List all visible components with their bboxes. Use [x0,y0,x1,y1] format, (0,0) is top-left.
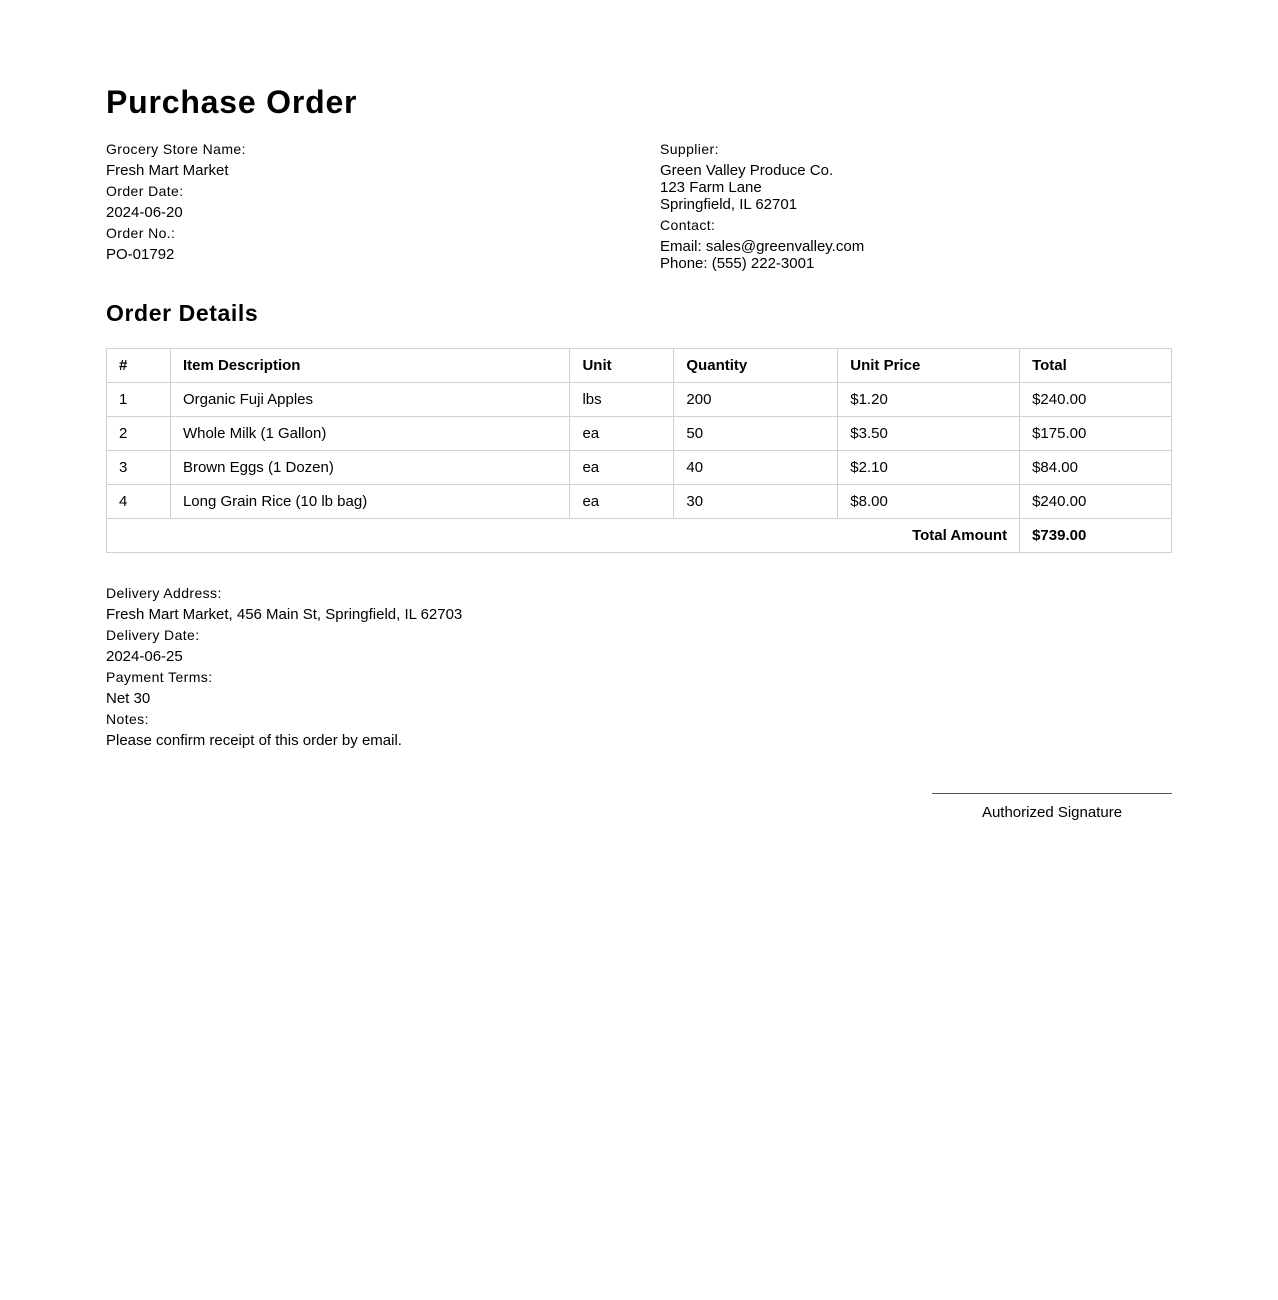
table-header-row [107,349,1172,383]
table-row [107,417,1172,451]
payment-terms-label: Payment Terms: [106,669,213,685]
item-description: Organic Fuji Apples [170,383,570,417]
order-items-table [106,348,1172,553]
item-number: 2 [107,417,171,451]
item-quantity: 40 [674,451,838,485]
column-header: Total [1020,349,1172,383]
delivery-info [106,583,462,751]
order-date: 2024-06-20 [106,204,183,221]
column-header: Unit [570,349,674,383]
item-unit-price: $1.20 [838,383,1020,417]
delivery-address-label: Delivery Address: [106,585,222,601]
column-header: Unit Price [838,349,1020,383]
supplier-name: Green Valley Produce Co. [660,162,834,179]
table-row [107,451,1172,485]
notes-label: Notes: [106,711,149,727]
supplier-address-line2: Springfield, IL 62701 [660,196,798,213]
supplier-label: Supplier: [660,141,719,157]
store-name: Fresh Mart Market [106,162,229,179]
item-number: 3 [107,451,171,485]
contact-label: Contact: [660,217,716,233]
item-quantity: 30 [674,485,838,519]
store-info [106,139,246,265]
page-title: Purchase Order [106,84,358,120]
total-amount-value: $739.00 [1020,519,1172,553]
supplier-email: Email: sales@greenvalley.com [660,238,865,255]
item-unit: ea [570,485,674,519]
supplier-address-line1: 123 Farm Lane [660,179,762,196]
order-details-heading: Order Details [106,300,259,326]
delivery-date-label: Delivery Date: [106,627,200,643]
store-name-label: Grocery Store Name: [106,141,246,157]
total-row [107,519,1172,553]
item-unit: ea [570,417,674,451]
delivery-address: Fresh Mart Market, 456 Main St, Springfield, IL 62703 [106,606,463,623]
item-description: Long Grain Rice (10 lb bag) [170,485,570,519]
item-description: Brown Eggs (1 Dozen) [170,451,570,485]
item-quantity: 200 [674,383,838,417]
item-total: $240.00 [1020,485,1172,519]
table-row [107,383,1172,417]
column-header: # [107,349,171,383]
order-date-label: Order Date: [106,183,184,199]
item-unit: lbs [570,383,674,417]
item-quantity: 50 [674,417,838,451]
delivery-date: 2024-06-25 [106,648,183,665]
item-total: $240.00 [1020,383,1172,417]
item-number: 4 [107,485,171,519]
item-total: $84.00 [1020,451,1172,485]
item-unit-price: $2.10 [838,451,1020,485]
item-unit-price: $3.50 [838,417,1020,451]
supplier-info [660,139,864,272]
notes: Please confirm receipt of this order by email. [106,732,402,749]
column-header: Quantity [674,349,838,383]
item-number: 1 [107,383,171,417]
supplier-phone: Phone: (555) 222-3001 [660,255,815,272]
total-amount-label: Total Amount [107,519,1020,553]
table-row [107,485,1172,519]
order-no-label: Order No.: [106,225,176,241]
order-no: PO-01792 [106,246,175,263]
item-unit-price: $8.00 [838,485,1020,519]
authorized-signature: Authorized Signature [932,793,1172,821]
item-total: $175.00 [1020,417,1172,451]
payment-terms: Net 30 [106,690,151,707]
item-unit: ea [570,451,674,485]
column-header: Item Description [170,349,570,383]
item-description: Whole Milk (1 Gallon) [170,417,570,451]
